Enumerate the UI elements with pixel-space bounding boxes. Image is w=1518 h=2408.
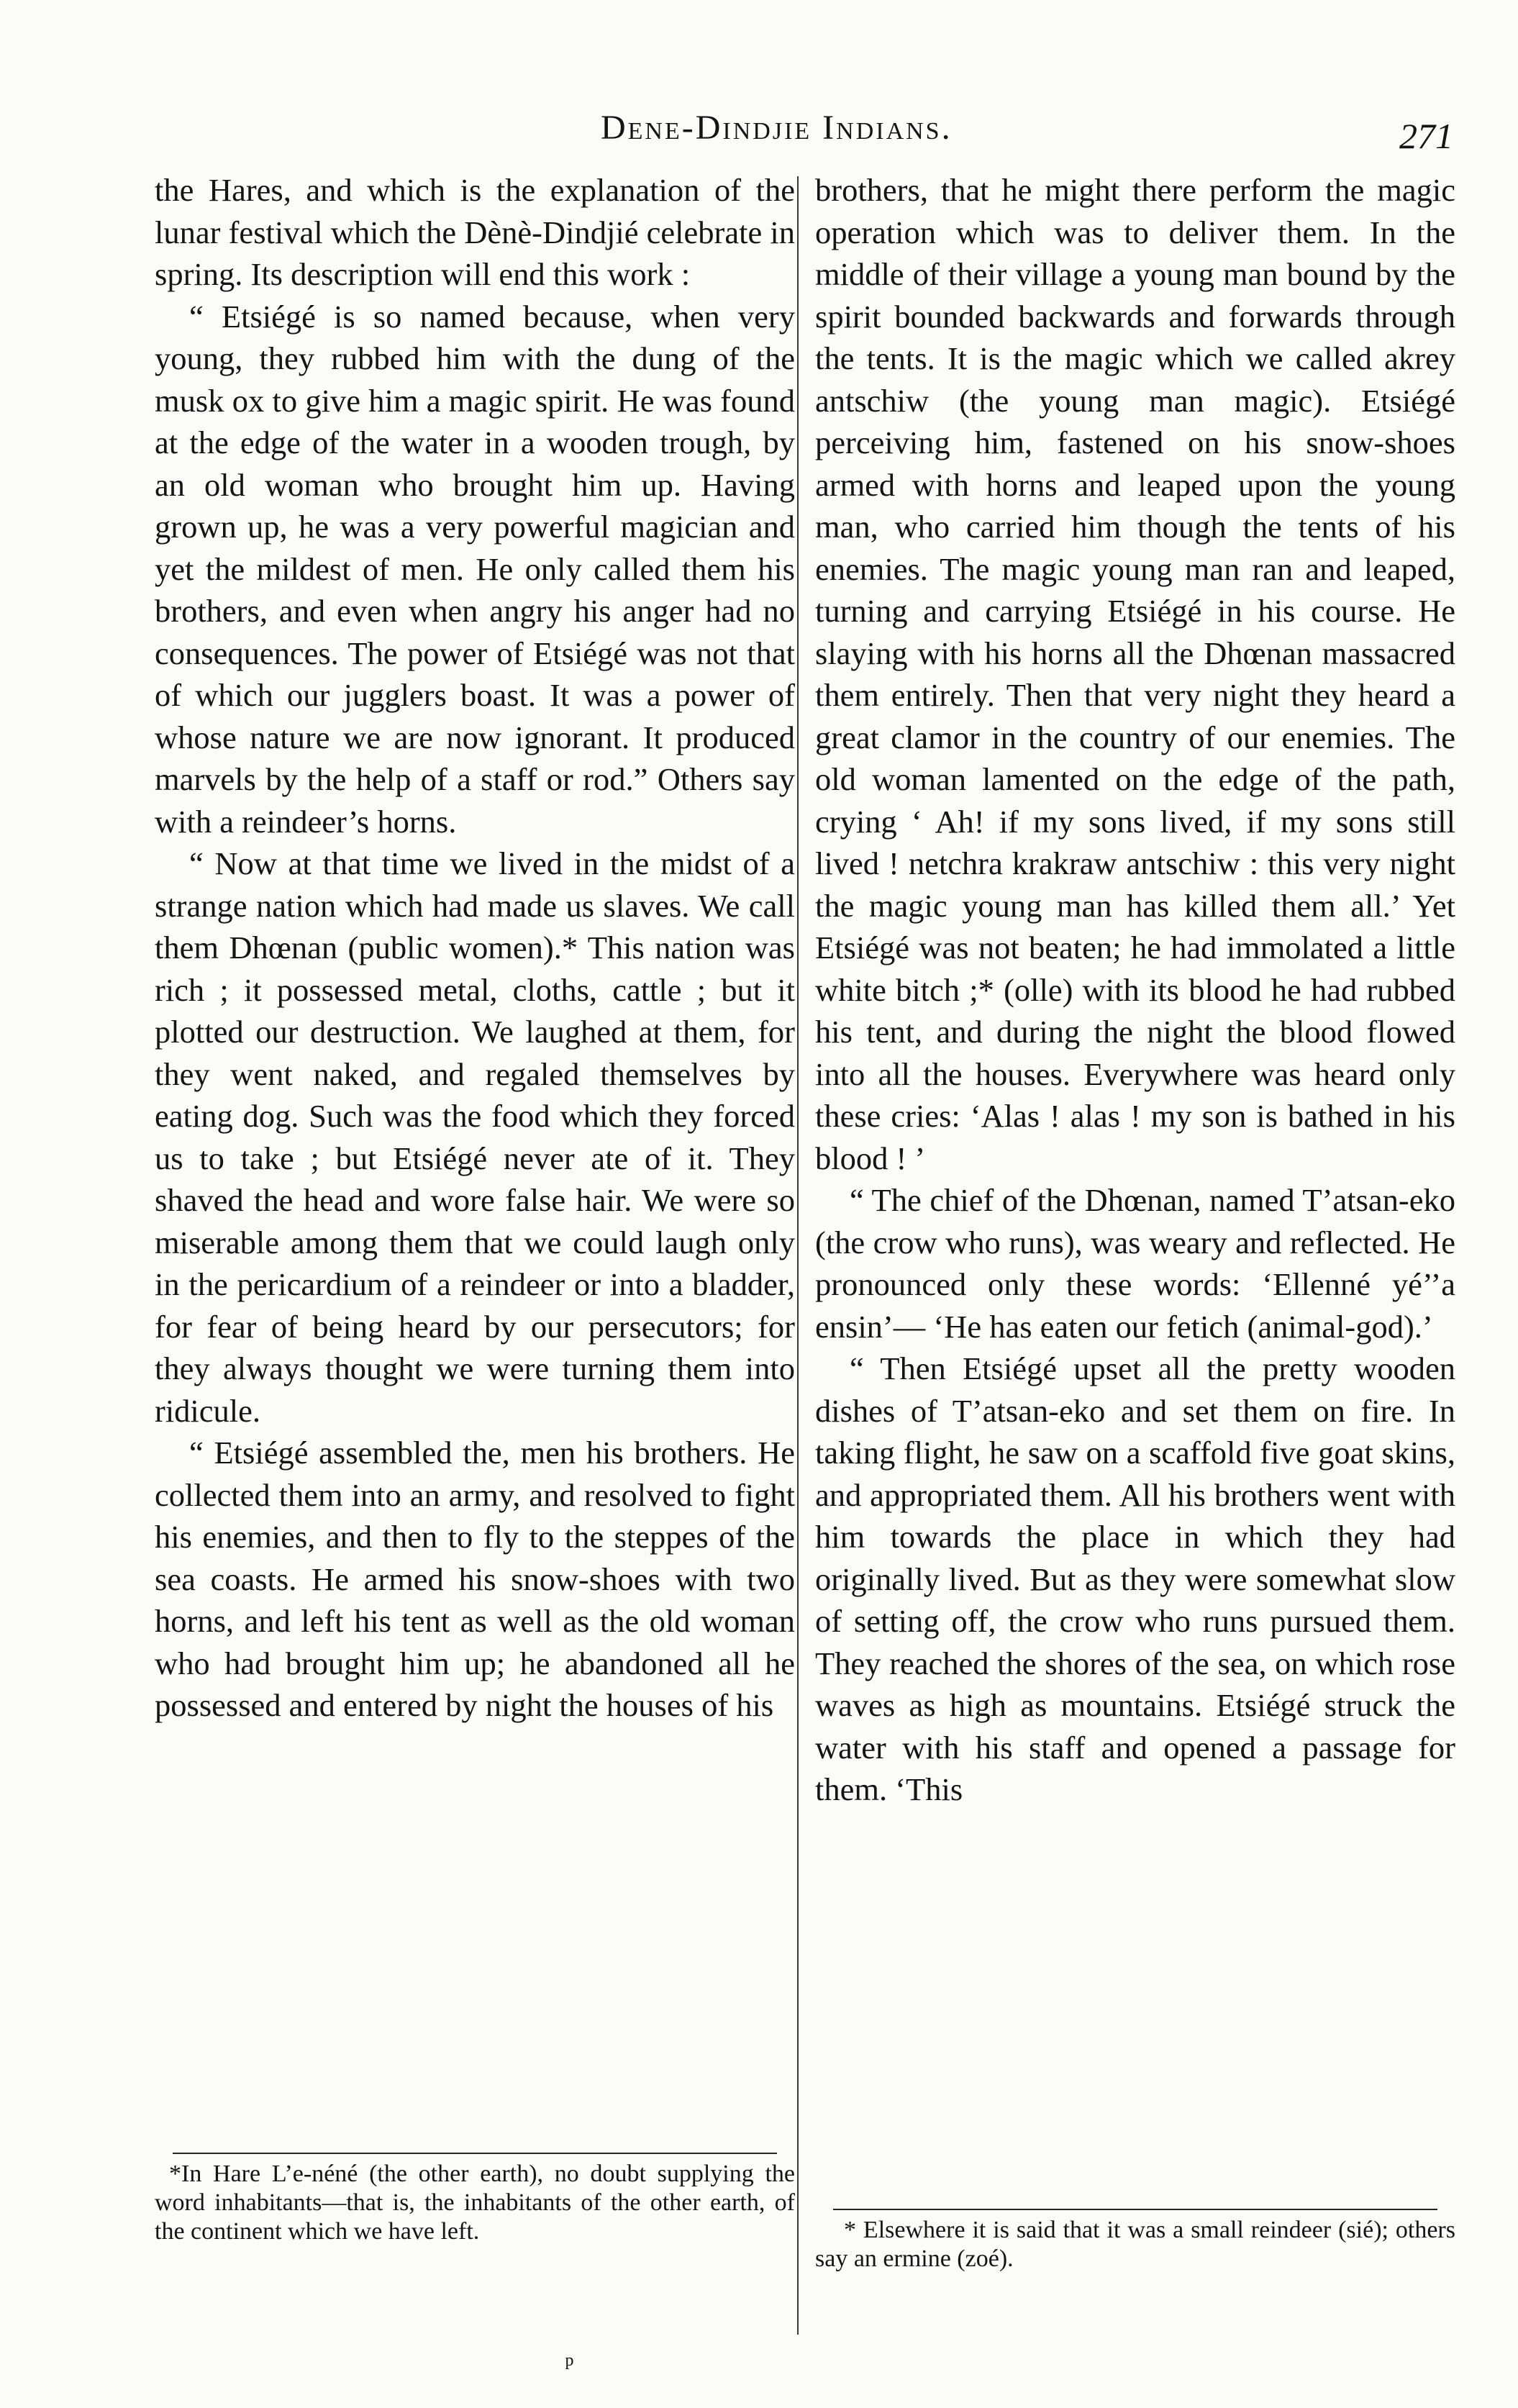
right-footnote: * Elsewhere it is said that it was a small reindeer (sié); others say an ermine (zoé). bbox=[815, 2217, 1455, 2272]
footnote-rule bbox=[833, 2209, 1437, 2210]
left-paragraph-4: “ Etsiégé assembled the, men his brothers. He collected them into an army, and resolved to fight his enemies, and then to fly to the steppes of the sea coasts. He armed his snow-shoes with two horns, and left his tent as well as the old woman who had brought him up; he abandoned all he possessed and entered by night the houses of his bbox=[155, 1435, 795, 1723]
left-column-body bbox=[155, 169, 795, 2144]
right-column bbox=[815, 169, 1455, 2273]
right-column-body bbox=[815, 169, 1455, 2200]
left-footnote-block bbox=[155, 2153, 795, 2246]
right-footnote-block bbox=[815, 2209, 1455, 2273]
right-paragraph-3: “ Then Etsiégé upset all the pretty wooden dishes of T’atsan-eko and set them on fire. In taking flight, he saw on a scaffold five goat skins, and appropriated them. All his brothers went with him towards the place in which they had originally lived. But as they were somewhat slow of setting off, the crow who runs pursued them. They reached the shores of the sea, on which rose waves as high as mountains. Etsiégé struck the water with his staff and opened a passage for them. ‘This bbox=[815, 1350, 1455, 1807]
left-footnote: *In Hare L’e-néné (the other earth), no doubt supplying the word inhabitants—that is, the inhabitants of the other earth, of the continent which we have left. bbox=[155, 2161, 795, 2245]
right-paragraph-1: brothers, that he might there perform the magic operation which was to deliver them. In the middle of their village a young man bound by the spirit bounded backwards and forwards through the tents. It is the magic which we called akrey antschiw (the young man magic). Etsiégé perceiving him, fastened on his snow-shoes armed with horns and leaped upon the young man, who carried him though the tents of his enemies. The magic young man ran and leaped, turning and carrying Etsiégé in his course. He slaying with his horns all the Dhœnan massacred them entirely. Then that very night they heard a great clamor in the country of our enemies. The old woman lamented on the edge of the path, crying ‘ Ah! if my sons lived, if my sons still lived ! netchra krakraw antschiw : this very night the magic young man has killed them all.’ Yet Etsiégé was not beaten; he had immolated a little white bitch ;* (olle) with its blood he had rubbed his tent, and during the night the blood flowed into all the houses. Everywhere was heard only these cries: ‘Alas ! alas ! my son is bathed in his blood ! ’ bbox=[815, 172, 1455, 1176]
right-paragraph-2: “ The chief of the Dhœnan, named T’atsan-eko (the crow who runs), was weary and reflected. He pronounced only these words: ‘Ellenné yé’’a ensin’— ‘He has eaten our fetich (animal-god).’ bbox=[815, 1182, 1455, 1345]
footnote-rule bbox=[173, 2153, 777, 2154]
left-paragraph-1: the Hares, and which is the explanation of the lunar festival which the Dènè-Dindjié celebrate in spring. Its description will end this work : bbox=[155, 172, 795, 292]
running-title: Dene-Dindjie Indians. bbox=[601, 109, 953, 147]
left-column bbox=[155, 169, 795, 2246]
page-number: 271 bbox=[1399, 116, 1453, 156]
left-paragraph-2: “ Etsiégé is so named because, when very young, they rubbed him with the dung of the musk ox to give him a magic spirit. He was found at the edge of the water in a wooden trough, by an old woman who brought him up. Having grown up, he was a very powerful magician and yet the mildest of men. He only called them his brothers, and even when angry his anger had no consequences. The power of Etsiégé was not that of which our jugglers boast. It was a power of whose nature we are now ignorant. It produced marvels by the help of a staff or rod.” Others say with a reindeer’s horns. bbox=[155, 298, 795, 840]
column-divider bbox=[797, 176, 799, 2335]
left-paragraph-3: “ Now at that time we lived in the midst of a strange nation which had made us slaves. We call them Dhœnan (public women).* This nation was rich ; it possessed metal, cloths, cattle ; but it plotted our destruction. We laughed at them, for they went naked, and regaled themselves by eating dog. Such was the food which they forced us to take ; but Etsiégé never ate of it. They shaved the head and wore false hair. We were so miserable among them that we could laugh only in the pericardium of a reindeer or into a bladder, for fear of being heard by our persecutors; for they always thought we were turning them into ridicule. bbox=[155, 845, 795, 1429]
printer-folio-mark: ᵖ bbox=[565, 2348, 574, 2380]
running-header bbox=[0, 108, 1518, 165]
